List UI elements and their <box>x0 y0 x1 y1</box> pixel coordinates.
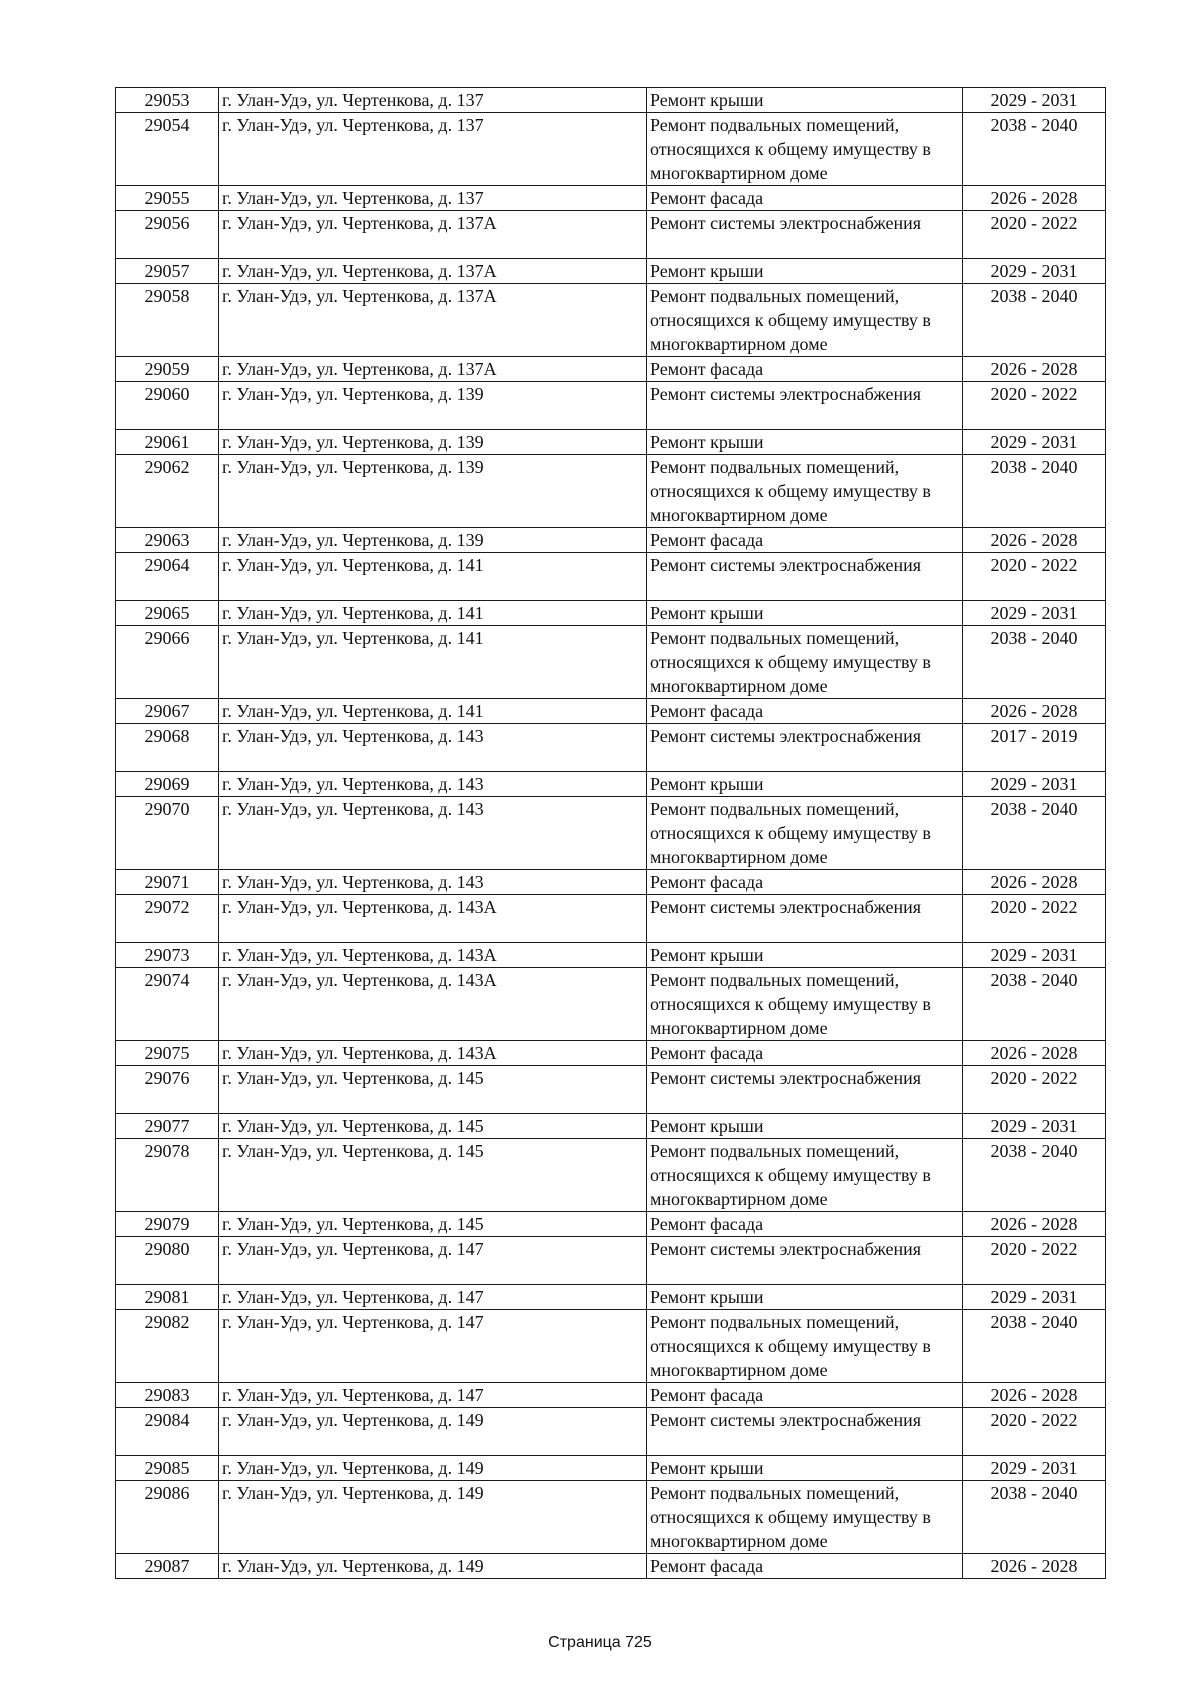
address-cell: г. Улан-Удэ, ул. Чертенкова, д. 137А <box>219 284 647 357</box>
work-type-cell: Ремонт подвальных помещений, относящихся к общему имуществу в многоквартирном доме <box>647 797 963 870</box>
table-row <box>116 895 1106 943</box>
row-number-cell: 29081 <box>116 1285 219 1310</box>
period-cell: 2038 - 2040 <box>963 1481 1106 1554</box>
address-cell: г. Улан-Удэ, ул. Чертенкова, д. 149 <box>219 1554 647 1579</box>
row-number-cell: 29073 <box>116 943 219 968</box>
period-cell: 2026 - 2028 <box>963 1383 1106 1408</box>
period-cell: 2029 - 2031 <box>963 1456 1106 1481</box>
table-row <box>116 1554 1106 1579</box>
address-cell: г. Улан-Удэ, ул. Чертенкова, д. 137 <box>219 88 647 113</box>
work-type-cell: Ремонт системы электроснабжения <box>647 724 963 772</box>
work-type-cell: Ремонт фасада <box>647 357 963 382</box>
table-row <box>116 382 1106 430</box>
address-cell: г. Улан-Удэ, ул. Чертенкова, д. 145 <box>219 1212 647 1237</box>
address-cell: г. Улан-Удэ, ул. Чертенкова, д. 139 <box>219 455 647 528</box>
period-cell: 2038 - 2040 <box>963 968 1106 1041</box>
work-type-cell: Ремонт фасада <box>647 186 963 211</box>
work-type-cell: Ремонт фасада <box>647 1212 963 1237</box>
row-number-cell: 29053 <box>116 88 219 113</box>
table-row <box>116 1237 1106 1285</box>
period-cell: 2038 - 2040 <box>963 455 1106 528</box>
address-cell: г. Улан-Удэ, ул. Чертенкова, д. 143 <box>219 724 647 772</box>
period-cell: 2026 - 2028 <box>963 1212 1106 1237</box>
work-type-cell: Ремонт системы электроснабжения <box>647 553 963 601</box>
period-cell: 2020 - 2022 <box>963 1237 1106 1285</box>
table-row <box>116 284 1106 357</box>
work-type-cell: Ремонт подвальных помещений, относящихся к общему имуществу в многоквартирном доме <box>647 1481 963 1554</box>
table-row <box>116 455 1106 528</box>
address-cell: г. Улан-Удэ, ул. Чертенкова, д. 137 <box>219 186 647 211</box>
address-cell: г. Улан-Удэ, ул. Чертенкова, д. 137А <box>219 211 647 259</box>
address-cell: г. Улан-Удэ, ул. Чертенкова, д. 139 <box>219 528 647 553</box>
period-cell: 2029 - 2031 <box>963 943 1106 968</box>
address-cell: г. Улан-Удэ, ул. Чертенкова, д. 141 <box>219 553 647 601</box>
row-number-cell: 29057 <box>116 259 219 284</box>
page-number: Страница 725 <box>548 1634 652 1651</box>
row-number-cell: 29070 <box>116 797 219 870</box>
period-cell: 2038 - 2040 <box>963 1310 1106 1383</box>
row-number-cell: 29066 <box>116 626 219 699</box>
work-type-cell: Ремонт подвальных помещений, относящихся к общему имуществу в многоквартирном доме <box>647 113 963 186</box>
address-cell: г. Улан-Удэ, ул. Чертенкова, д. 143А <box>219 968 647 1041</box>
period-cell: 2017 - 2019 <box>963 724 1106 772</box>
table-row <box>116 211 1106 259</box>
work-type-cell: Ремонт системы электроснабжения <box>647 1237 963 1285</box>
row-number-cell: 29076 <box>116 1066 219 1114</box>
row-number-cell: 29067 <box>116 699 219 724</box>
period-cell: 2038 - 2040 <box>963 1139 1106 1212</box>
row-number-cell: 29063 <box>116 528 219 553</box>
row-number-cell: 29082 <box>116 1310 219 1383</box>
address-cell: г. Улан-Удэ, ул. Чертенкова, д. 143А <box>219 1041 647 1066</box>
row-number-cell: 29068 <box>116 724 219 772</box>
period-cell: 2029 - 2031 <box>963 601 1106 626</box>
table-row <box>116 943 1106 968</box>
table-row <box>116 699 1106 724</box>
address-cell: г. Улан-Удэ, ул. Чертенкова, д. 143 <box>219 772 647 797</box>
work-type-cell: Ремонт подвальных помещений, относящихся к общему имуществу в многоквартирном доме <box>647 284 963 357</box>
row-number-cell: 29072 <box>116 895 219 943</box>
period-cell: 2029 - 2031 <box>963 772 1106 797</box>
table-row <box>116 259 1106 284</box>
address-cell: г. Улан-Удэ, ул. Чертенкова, д. 139 <box>219 430 647 455</box>
period-cell: 2029 - 2031 <box>963 1285 1106 1310</box>
row-number-cell: 29080 <box>116 1237 219 1285</box>
work-type-cell: Ремонт крыши <box>647 1285 963 1310</box>
address-cell: г. Улан-Удэ, ул. Чертенкова, д. 143 <box>219 870 647 895</box>
table-row <box>116 797 1106 870</box>
address-cell: г. Улан-Удэ, ул. Чертенкова, д. 147 <box>219 1285 647 1310</box>
row-number-cell: 29087 <box>116 1554 219 1579</box>
table-row <box>116 772 1106 797</box>
period-cell: 2026 - 2028 <box>963 1554 1106 1579</box>
period-cell: 2020 - 2022 <box>963 1408 1106 1456</box>
period-cell: 2038 - 2040 <box>963 284 1106 357</box>
work-type-cell: Ремонт фасада <box>647 699 963 724</box>
work-type-cell: Ремонт крыши <box>647 601 963 626</box>
address-cell: г. Улан-Удэ, ул. Чертенкова, д. 143А <box>219 943 647 968</box>
table-row <box>116 870 1106 895</box>
address-cell: г. Улан-Удэ, ул. Чертенкова, д. 137А <box>219 357 647 382</box>
row-number-cell: 29086 <box>116 1481 219 1554</box>
row-number-cell: 29074 <box>116 968 219 1041</box>
table-row <box>116 1212 1106 1237</box>
table-row <box>116 1456 1106 1481</box>
period-cell: 2026 - 2028 <box>963 186 1106 211</box>
address-cell: г. Улан-Удэ, ул. Чертенкова, д. 141 <box>219 601 647 626</box>
row-number-cell: 29060 <box>116 382 219 430</box>
row-number-cell: 29064 <box>116 553 219 601</box>
work-type-cell: Ремонт системы электроснабжения <box>647 895 963 943</box>
address-cell: г. Улан-Удэ, ул. Чертенкова, д. 147 <box>219 1310 647 1383</box>
table-row <box>116 1310 1106 1383</box>
work-type-cell: Ремонт крыши <box>647 430 963 455</box>
row-number-cell: 29058 <box>116 284 219 357</box>
row-number-cell: 29055 <box>116 186 219 211</box>
table-row <box>116 553 1106 601</box>
address-cell: г. Улан-Удэ, ул. Чертенкова, д. 145 <box>219 1139 647 1212</box>
period-cell: 2020 - 2022 <box>963 382 1106 430</box>
work-type-cell: Ремонт подвальных помещений, относящихся к общему имуществу в многоквартирном доме <box>647 626 963 699</box>
row-number-cell: 29056 <box>116 211 219 259</box>
address-cell: г. Улан-Удэ, ул. Чертенкова, д. 141 <box>219 699 647 724</box>
work-type-cell: Ремонт системы электроснабжения <box>647 211 963 259</box>
address-cell: г. Улан-Удэ, ул. Чертенкова, д. 145 <box>219 1066 647 1114</box>
work-type-cell: Ремонт фасада <box>647 528 963 553</box>
row-number-cell: 29061 <box>116 430 219 455</box>
work-type-cell: Ремонт фасада <box>647 870 963 895</box>
period-cell: 2026 - 2028 <box>963 699 1106 724</box>
table-row <box>116 1285 1106 1310</box>
table-row <box>116 1066 1106 1114</box>
table-row <box>116 1383 1106 1408</box>
period-cell: 2038 - 2040 <box>963 626 1106 699</box>
address-cell: г. Улан-Удэ, ул. Чертенкова, д. 137 <box>219 113 647 186</box>
address-cell: г. Улан-Удэ, ул. Чертенкова, д. 149 <box>219 1408 647 1456</box>
row-number-cell: 29059 <box>116 357 219 382</box>
table-row <box>116 430 1106 455</box>
work-type-cell: Ремонт крыши <box>647 943 963 968</box>
table-row <box>116 528 1106 553</box>
work-type-cell: Ремонт крыши <box>647 88 963 113</box>
address-cell: г. Улан-Удэ, ул. Чертенкова, д. 141 <box>219 626 647 699</box>
row-number-cell: 29071 <box>116 870 219 895</box>
period-cell: 2020 - 2022 <box>963 1066 1106 1114</box>
row-number-cell: 29079 <box>116 1212 219 1237</box>
work-type-cell: Ремонт системы электроснабжения <box>647 382 963 430</box>
table-row <box>116 1139 1106 1212</box>
row-number-cell: 29065 <box>116 601 219 626</box>
repair-schedule-table <box>115 87 1106 1579</box>
row-number-cell: 29083 <box>116 1383 219 1408</box>
address-cell: г. Улан-Удэ, ул. Чертенкова, д. 137А <box>219 259 647 284</box>
row-number-cell: 29075 <box>116 1041 219 1066</box>
table-row <box>116 968 1106 1041</box>
row-number-cell: 29069 <box>116 772 219 797</box>
row-number-cell: 29077 <box>116 1114 219 1139</box>
work-type-cell: Ремонт подвальных помещений, относящихся к общему имуществу в многоквартирном доме <box>647 455 963 528</box>
work-type-cell: Ремонт подвальных помещений, относящихся к общему имуществу в многоквартирном доме <box>647 968 963 1041</box>
row-number-cell: 29062 <box>116 455 219 528</box>
work-type-cell: Ремонт крыши <box>647 259 963 284</box>
work-type-cell: Ремонт подвальных помещений, относящихся к общему имуществу в многоквартирном доме <box>647 1139 963 1212</box>
address-cell: г. Улан-Удэ, ул. Чертенкова, д. 149 <box>219 1456 647 1481</box>
period-cell: 2020 - 2022 <box>963 553 1106 601</box>
table-row <box>116 1041 1106 1066</box>
period-cell: 2029 - 2031 <box>963 259 1106 284</box>
address-cell: г. Улан-Удэ, ул. Чертенкова, д. 147 <box>219 1237 647 1285</box>
work-type-cell: Ремонт системы электроснабжения <box>647 1408 963 1456</box>
period-cell: 2029 - 2031 <box>963 1114 1106 1139</box>
work-type-cell: Ремонт подвальных помещений, относящихся к общему имуществу в многоквартирном доме <box>647 1310 963 1383</box>
address-cell: г. Улан-Удэ, ул. Чертенкова, д. 143 <box>219 797 647 870</box>
table-row <box>116 1114 1106 1139</box>
table-row <box>116 1481 1106 1554</box>
work-type-cell: Ремонт системы электроснабжения <box>647 1066 963 1114</box>
address-cell: г. Улан-Удэ, ул. Чертенкова, д. 147 <box>219 1383 647 1408</box>
period-cell: 2026 - 2028 <box>963 1041 1106 1066</box>
table-row <box>116 724 1106 772</box>
work-type-cell: Ремонт фасада <box>647 1554 963 1579</box>
period-cell: 2026 - 2028 <box>963 870 1106 895</box>
table-row <box>116 1408 1106 1456</box>
period-cell: 2020 - 2022 <box>963 895 1106 943</box>
address-cell: г. Улан-Удэ, ул. Чертенкова, д. 139 <box>219 382 647 430</box>
work-type-cell: Ремонт фасада <box>647 1383 963 1408</box>
table-row <box>116 626 1106 699</box>
work-type-cell: Ремонт крыши <box>647 1456 963 1481</box>
period-cell: 2029 - 2031 <box>963 430 1106 455</box>
period-cell: 2020 - 2022 <box>963 211 1106 259</box>
work-type-cell: Ремонт крыши <box>647 772 963 797</box>
table-row <box>116 357 1106 382</box>
row-number-cell: 29054 <box>116 113 219 186</box>
table-row <box>116 601 1106 626</box>
table-row <box>116 88 1106 113</box>
period-cell: 2026 - 2028 <box>963 528 1106 553</box>
period-cell: 2029 - 2031 <box>963 88 1106 113</box>
address-cell: г. Улан-Удэ, ул. Чертенкова, д. 145 <box>219 1114 647 1139</box>
period-cell: 2038 - 2040 <box>963 113 1106 186</box>
work-type-cell: Ремонт крыши <box>647 1114 963 1139</box>
table-body <box>116 88 1106 1579</box>
period-cell: 2038 - 2040 <box>963 797 1106 870</box>
period-cell: 2026 - 2028 <box>963 357 1106 382</box>
table-row <box>116 186 1106 211</box>
table-row <box>116 113 1106 186</box>
address-cell: г. Улан-Удэ, ул. Чертенкова, д. 149 <box>219 1481 647 1554</box>
row-number-cell: 29084 <box>116 1408 219 1456</box>
address-cell: г. Улан-Удэ, ул. Чертенкова, д. 143А <box>219 895 647 943</box>
row-number-cell: 29085 <box>116 1456 219 1481</box>
work-type-cell: Ремонт фасада <box>647 1041 963 1066</box>
row-number-cell: 29078 <box>116 1139 219 1212</box>
